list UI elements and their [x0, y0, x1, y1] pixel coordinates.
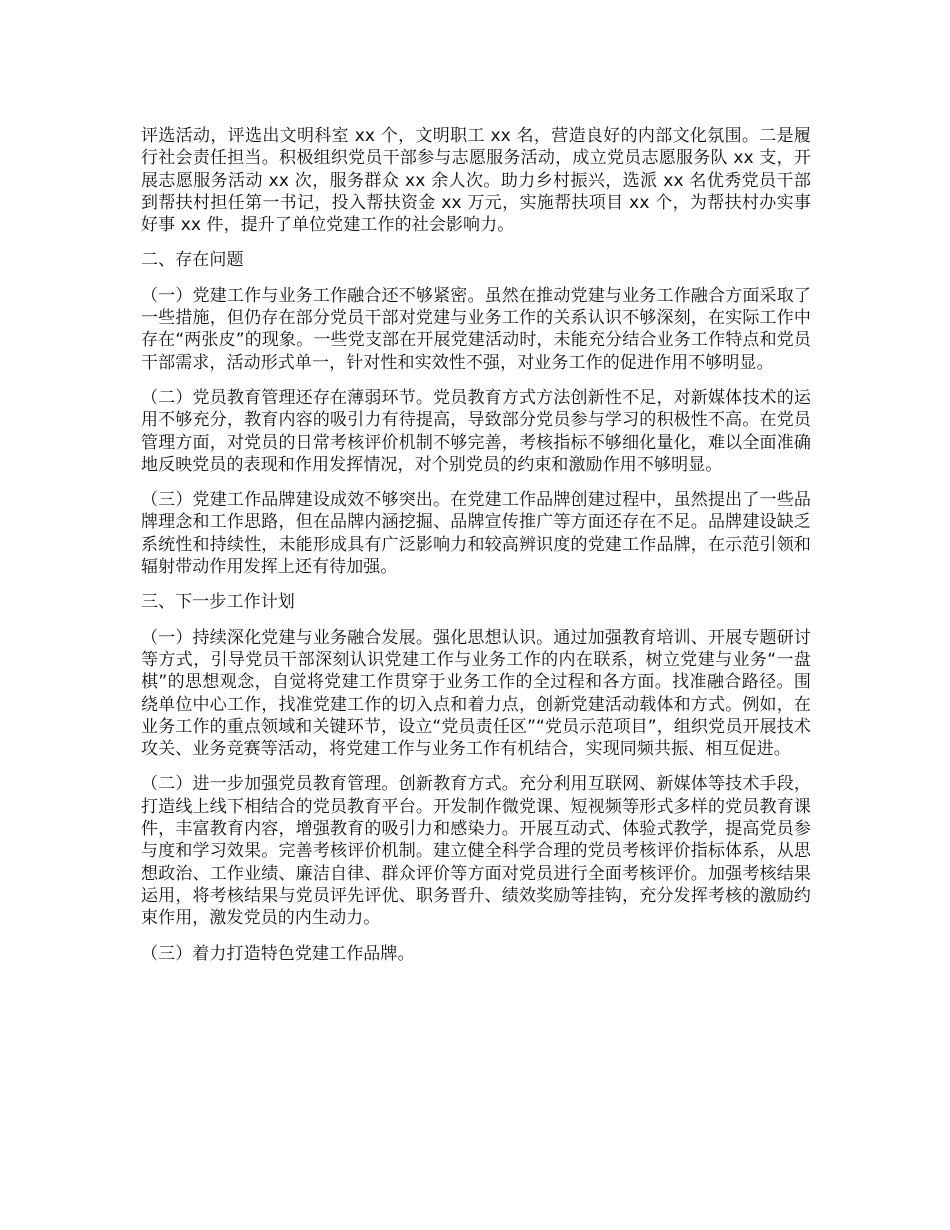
section-heading-problems: 二、存在问题 [141, 250, 244, 271]
paragraph-problem-1: （一）党建工作与业务工作融合还不够紧密。虽然在推动党建与业务工作融合方面采取了一些措施，但仍存在部分党员干部对党建与业务工作的关系认识不够深刻，在实际工作中存在“两张皮”的现象。一些党支部在开展党建活动时，未能充分结合业务工作特点和党员干部需求，活动形式单一，针对性和实效性不强，对业务工作的促进作用不够明显。 [141, 285, 811, 373]
section-heading-next-steps: 三、下一步工作计划 [141, 592, 295, 613]
paragraph-problem-3: （三）党建工作品牌建设成效不够突出。在党建工作品牌创建过程中，虽然提出了一些品牌理念和工作思路，但在品牌内涵挖掘、品牌宣传推广等方面还存在不足。品牌建设缺乏系统性和持续性，未能形成具有广泛影响力和较高辨识度的党建工作品牌，在示范引领和辐射带动作用发挥上还有待加强。 [141, 490, 811, 578]
subheading-plan-3: （三）着力打造特色党建工作品牌。 [141, 943, 415, 964]
paragraph-problem-2: （二）党员教育管理还存在薄弱环节。党员教育方式方法创新性不足，对新媒体技术的运用不够充分，教育内容的吸引力有待提高，导致部分党员参与学习的积极性不高。在党员管理方面，对党员的日常考核评价机制不够完善，考核指标不够细化量化，难以全面准确地反映党员的表现和作用发挥情况，对个别党员的约束和激励作用不够明显。 [141, 387, 811, 475]
paragraph-activities-continued: 评选活动，评选出文明科室 xx 个，文明职工 xx 名，营造良好的内部文化氛围。二是履行社会责任担当。积极组织党员干部参与志愿服务活动，成立党员志愿服务队 xx 支，开展志愿服务活动 xx 次，服务群众 xx 余人次。助力乡村振兴，选派 xx 名优秀党员干部到帮扶村担任第一书记，投入帮扶资金 xx 万元，实施帮扶项目 xx 个，为帮扶村办实事好事 xx 件，提升了单位党建工作的社会影响力。 [141, 126, 811, 236]
paragraph-plan-2: （二）进一步加强党员教育管理。创新教育方式。充分利用互联网、新媒体等技术手段，打造线上线下相结合的党员教育平台。开发制作微党课、短视频等形式多样的党员教育课件，丰富教育内容，增强教育的吸引力和感染力。开展互动式、体验式教学，提高党员参与度和学习效果。完善考核评价机制。建立健全科学合理的党员考核评价指标体系，从思想政治、工作业绩、廉洁自律、群众评价等方面对党员进行全面考核评价。加强考核结果运用，将考核结果与党员评先评优、职务晋升、绩效奖励等挂钩，充分发挥考核的激励约束作用，激发党员的内生动力。 [141, 774, 811, 929]
document-body [141, 125, 811, 978]
paragraph-plan-1: （一）持续深化党建与业务融合发展。强化思想认识。通过加强教育培训、开展专题研讨等方式，引导党员干部深刻认识党建工作与业务工作的内在联系，树立党建与业务“一盘棋”的思想观念，自觉将党建工作贯穿于业务工作的全过程和各方面。找准融合路径。围绕单位中心工作，找准党建工作的切入点和着力点，创新党建活动载体和方式。例如，在业务工作的重点领域和关键环节，设立“党员责任区”“党员示范项目”，组织党员开展技术攻关、业务竞赛等活动，将党建工作与业务工作有机结合，实现同频共振、相互促进。 [141, 627, 811, 760]
